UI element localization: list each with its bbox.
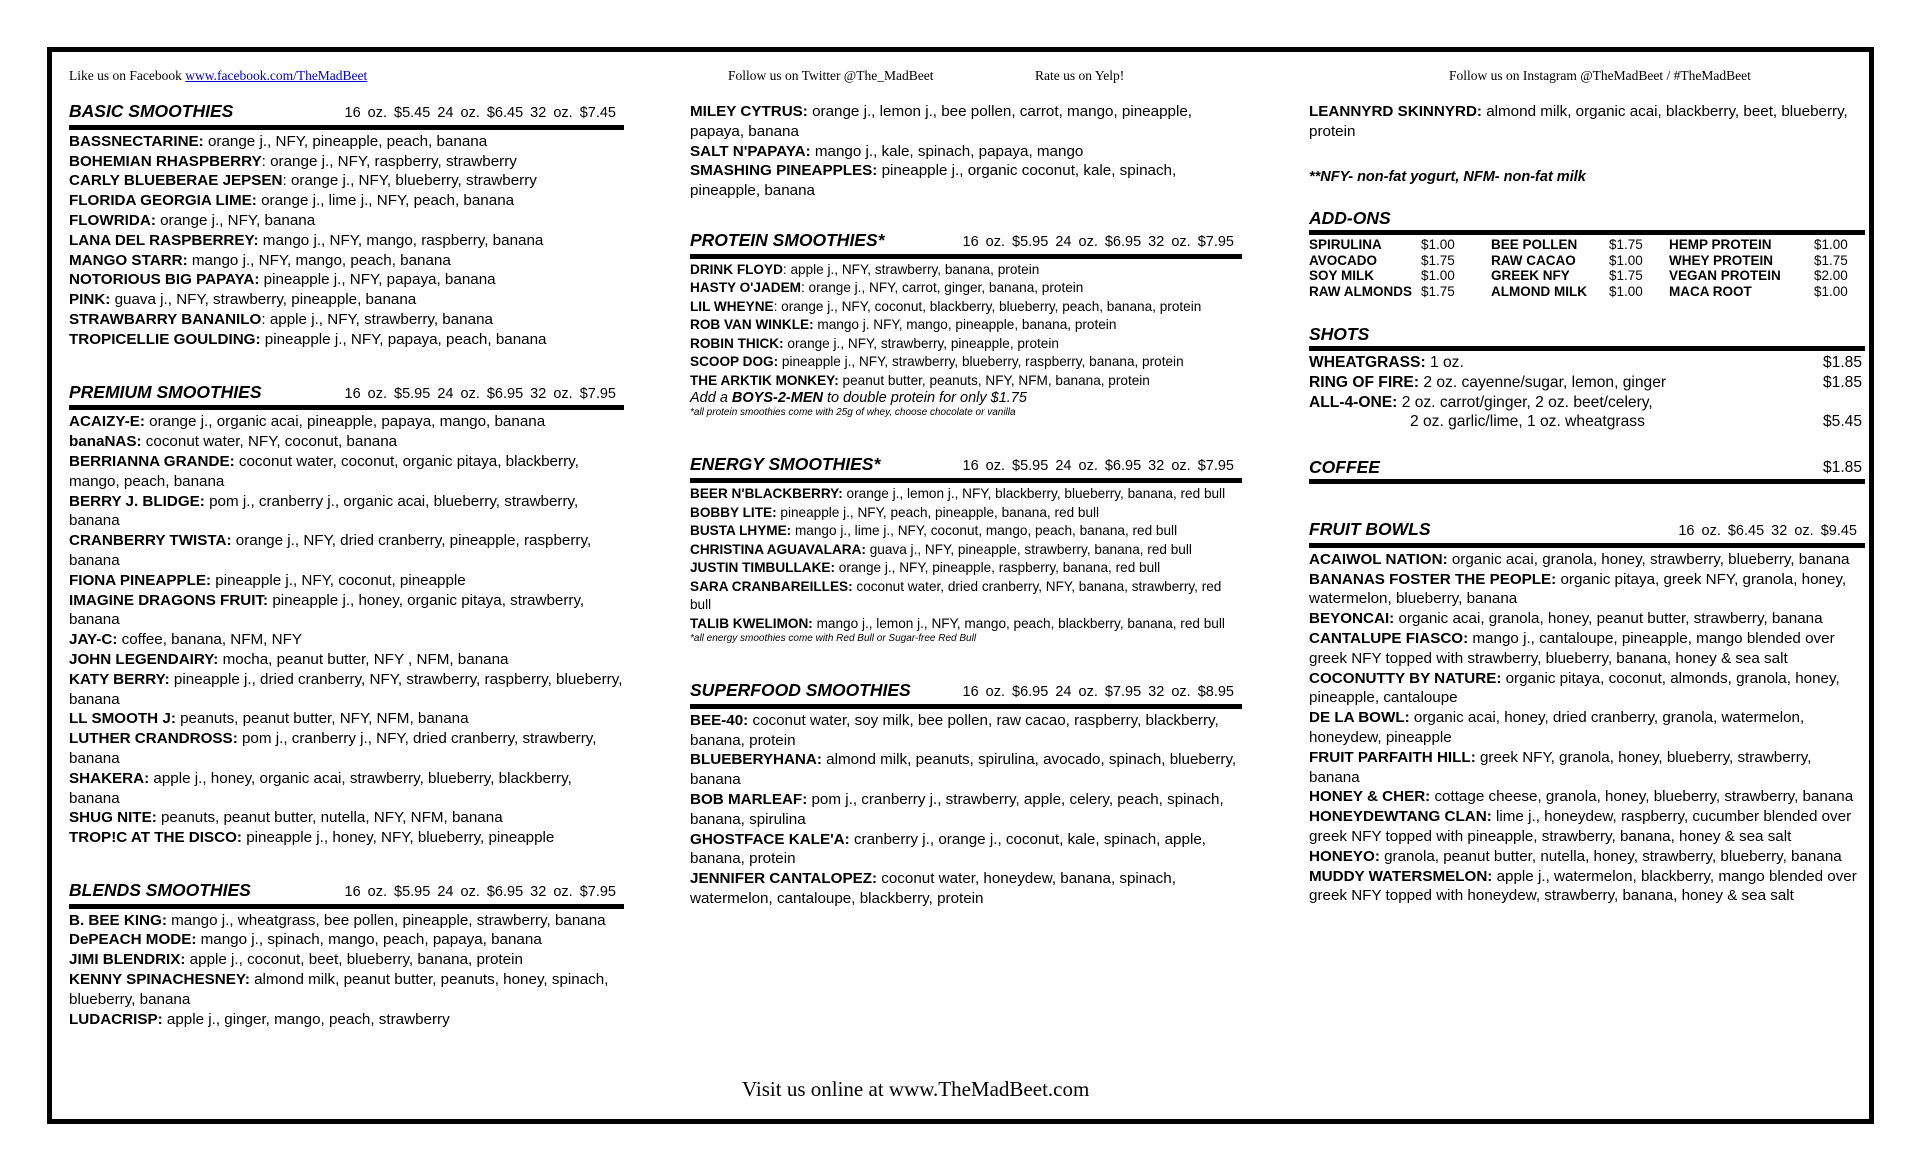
item-name: LUTHER CRANDROSS:	[69, 730, 238, 748]
item-ingredients: apple j., watermelon, blackberry, mango blended over greek NFY topped with honeydew, strawberry, banana, honey & sea salt	[1309, 867, 1857, 905]
item-ingredients: coconut water, soy milk, bee pollen, raw cacao, raspberry, blackberry, banana, protein	[690, 711, 1219, 749]
item-ingredients: pineapple j., NFY, papaya, banana	[259, 271, 496, 289]
facebook-link[interactable]: www.facebook.com/TheMadBeet	[185, 68, 368, 83]
item-ingredients: orange j., lemon j., NFY, blackberry, blueberry, banana, red bull	[842, 486, 1226, 502]
menu-item	[690, 335, 1242, 354]
facebook-line	[69, 68, 367, 84]
item-name: LL SMOOTH J:	[69, 710, 176, 728]
item-name: SCOOP DOG:	[690, 354, 779, 370]
section-title: ENERGY SMOOTHIES*	[690, 454, 881, 475]
item-name: DePEACH MODE:	[69, 931, 197, 949]
protein-fine-print: *all protein smoothies come with 25g of whey, choose chocolate or vanilla	[690, 407, 1016, 419]
item-name: BOB MARLEAF:	[690, 791, 808, 809]
item-name: JUSTIN TIMBULLAKE:	[690, 560, 835, 576]
add-on-price: $1.75	[1609, 268, 1643, 284]
menu-item	[690, 615, 1242, 634]
item-ingredients: mocha, peanut butter, NFY , NFM, banana	[218, 650, 509, 668]
item-ingredients: orange j., NFY, banana	[155, 211, 316, 229]
item-ingredients: almond milk, peanut butter, peanuts, honey, spinach, blueberry, banana	[69, 971, 609, 1008]
item-ingredients: pineapple j., NFY, peach, pineapple, banana, red bull	[776, 504, 1100, 520]
menu-item	[690, 830, 1242, 870]
item-name: BEER N'BLACKBERRY:	[690, 486, 843, 502]
menu-item	[69, 950, 624, 970]
menu-item	[690, 142, 1242, 162]
item-ingredients: mango j., kale, spinach, papaya, mango	[810, 142, 1084, 160]
fruit-bowls-section	[1309, 520, 1865, 906]
add-on-name: GREEK NFY	[1491, 268, 1570, 284]
add-on-price: $1.00	[1609, 283, 1643, 299]
column-right	[1309, 102, 1865, 906]
section-title: ADD-ONS	[1309, 208, 1391, 229]
item-name: FLOWRIDA:	[69, 211, 156, 229]
menu-item	[690, 869, 1242, 909]
item-ingredients: pineapple j., organic coconut, kale, spinach, pineapple, banana	[690, 162, 1177, 200]
item-ingredients: cottage cheese, granola, honey, blueberry, strawberry, banana	[1430, 788, 1854, 806]
menu-item	[69, 808, 624, 828]
item-ingredients: peanut butter, peanuts, NFY, NFM, banana, protein	[838, 372, 1150, 388]
item-name: SMASHING PINEAPPLES:	[690, 162, 878, 180]
item-name: BANANAS FOSTER THE PEOPLE:	[1309, 570, 1557, 588]
menu-item: LEANNYRD SKINNYRD: almond milk, organic acai, blackberry, beet, blueberry, protein	[1309, 103, 1848, 140]
add-on-name: HEMP PROTEIN	[1669, 237, 1772, 253]
item-ingredients: mango j., lime j., NFY, coconut, mango, peach, banana, red bull	[791, 523, 1178, 539]
item-ingredients: granola, peanut butter, nutella, honey, strawberry, blueberry, banana	[1379, 847, 1842, 865]
item-name: NOTORIOUS BIG PAPAYA:	[69, 271, 260, 289]
menu-item	[69, 709, 624, 729]
item-ingredients: coconut water, dried cranberry, NFY, banana, strawberry, red bull	[690, 578, 1222, 613]
item-ingredients: orange j., lime j., NFY, peach, banana	[256, 192, 515, 210]
menu-item	[69, 571, 624, 591]
section-prices: 16 oz. $5.95 24 oz. $6.95 32 oz. $7.95	[344, 385, 616, 402]
menu-item	[1309, 669, 1865, 709]
menu-item	[1309, 847, 1865, 867]
item-ingredients: coconut water, coconut, organic pitaya, blackberry, mango, peach, banana	[69, 452, 579, 490]
menu-item	[1309, 748, 1865, 788]
add-on-name: MACA ROOT	[1669, 283, 1752, 299]
add-on-name: WHEY PROTEIN	[1669, 252, 1774, 268]
menu-item	[1309, 570, 1865, 610]
item-name: CARLY BLUEBERAE JEPSEN	[69, 172, 283, 190]
item-name: banaNAS:	[69, 433, 142, 451]
menu-item	[69, 310, 624, 330]
twitter-label: Follow us on Twitter @The_MadBeet	[728, 68, 934, 83]
item-name: CRANBERRY TWISTA:	[69, 532, 232, 550]
add-on-price: $1.75	[1421, 283, 1455, 299]
menu-item	[1309, 807, 1865, 847]
add-on-price: $1.75	[1609, 237, 1643, 253]
item-name: COCONUTTY BY NATURE:	[1309, 669, 1502, 687]
item-name: MANGO STARR:	[69, 251, 188, 269]
item-name: ACAIZY-E:	[69, 413, 145, 431]
menu-item	[690, 161, 1242, 201]
item-name: CHRISTINA AGUAVALARA:	[690, 541, 866, 557]
item-name: ACAIWOL NATION:	[1309, 550, 1448, 568]
item-name: FLORIDA GEORGIA LIME:	[69, 192, 257, 210]
menu-item	[1309, 609, 1865, 629]
item-ingredients: coconut water, NFY, coconut, banana	[141, 433, 398, 451]
menu-item	[69, 412, 624, 432]
item-name: BERRIANNA GRANDE:	[69, 452, 235, 470]
item-ingredients: organic acai, granola, honey, peanut butter, strawberry, banana	[1394, 610, 1823, 628]
item-name: TALIB KWELIMON:	[690, 615, 813, 631]
item-name: THE ARKTIK MONKEY:	[690, 372, 839, 388]
item-ingredients: : orange j., NFY, carrot, ginger, banana, protein	[801, 280, 1084, 296]
menu-item	[69, 911, 624, 931]
footer-website: Visit us online at www.TheMadBeet.com	[742, 1077, 1090, 1101]
menu-item	[69, 670, 624, 710]
item-name: BASSNECTARINE:	[69, 132, 204, 150]
item-name: JAY-C:	[69, 631, 118, 649]
section-prices: 16 oz. $5.95 24 oz. $6.95 32 oz. $7.95	[962, 233, 1234, 250]
item-name: ROBIN THICK:	[690, 335, 784, 351]
item-name: SHAKERA:	[69, 769, 150, 787]
item-ingredients: : orange j., NFY, coconut, blackberry, blueberry, peach, banana, protein	[773, 298, 1202, 314]
item-ingredients: lime j., honeydew, raspberry, cucumber blended over greek NFY topped with pineapple, strawberry, banana, honey & sea salt	[1309, 808, 1852, 845]
item-ingredients: coconut water, honeydew, banana, spinach, watermelon, cantaloupe, blackberry, protein	[690, 870, 1176, 908]
menu-item	[690, 750, 1242, 790]
menu-item	[69, 432, 624, 452]
menu-item	[69, 231, 624, 251]
section-header	[1309, 209, 1865, 235]
item-ingredients: mango j., spinach, mango, peach, papaya, banana	[196, 931, 542, 949]
menu-item	[69, 1010, 624, 1030]
item-name: TROPICELLIE GOULDING:	[69, 330, 261, 348]
menu-item	[690, 485, 1242, 504]
menu-item	[690, 790, 1242, 830]
add-on-name: AVOCADO	[1309, 252, 1378, 268]
menu-item	[1309, 867, 1865, 907]
menu-item	[69, 152, 624, 172]
menu-item	[69, 828, 624, 848]
facebook-label: Like us on Facebook	[69, 68, 186, 83]
item-name: B. BEE KING:	[69, 911, 167, 929]
menu-item	[1309, 708, 1865, 748]
item-ingredients: apple j., ginger, mango, peach, strawberry	[162, 1010, 450, 1028]
menu-item	[69, 591, 624, 631]
menu-item	[690, 372, 1242, 391]
item-ingredients: orange j., lemon j., bee pollen, carrot, mango, pineapple, papaya, banana	[690, 103, 1193, 140]
column-left	[69, 102, 624, 1029]
add-on-name: RAW ALMONDS	[1309, 283, 1412, 299]
menu-item	[69, 769, 624, 809]
menu-item	[69, 191, 624, 211]
section-title: FRUIT BOWLS	[1309, 518, 1431, 539]
add-on-price: $1.00	[1609, 252, 1643, 268]
item-ingredients: coffee, banana, NFM, NFY	[117, 631, 302, 649]
menu-item	[1309, 629, 1865, 669]
item-ingredients: orange j., NFY, pineapple, peach, banana	[203, 132, 488, 150]
item-ingredients: mango j., wheatgrass, bee pollen, pineapple, strawberry, banana	[166, 911, 606, 929]
menu-item	[69, 650, 624, 670]
add-on-name: SOY MILK	[1309, 268, 1375, 284]
menu-item	[69, 211, 624, 231]
item-name: HASTY O'JADEM	[690, 280, 801, 296]
shot-item: ALL-4-ONE: 2 oz. carrot/ginger, 2 oz. beet/celery,	[1309, 393, 1653, 411]
item-name: CANTALUPE FIASCO:	[1309, 629, 1469, 647]
add-on-name: VEGAN PROTEIN	[1669, 268, 1781, 284]
item-ingredients: organic pitaya, coconut, almonds, granola, honey, pineapple, cantaloupe	[1309, 669, 1840, 707]
item-name: SHUG NITE:	[69, 809, 157, 827]
item-name: IMAGINE DRAGONS FRUIT:	[69, 591, 269, 609]
item-name: TROP!C AT THE DISCO:	[69, 829, 242, 847]
menu-item	[69, 729, 624, 769]
item-name: JOHN LEGENDAIRY:	[69, 650, 219, 668]
item-name: JIMI BLENDRIX:	[69, 951, 186, 969]
add-on-name: ALMOND MILK	[1491, 283, 1587, 299]
section-prices: 16 oz. $5.45 24 oz. $6.45 32 oz. $7.45	[344, 105, 616, 121]
section-title: BASIC SMOOTHIES	[69, 101, 234, 121]
item-ingredients: peanuts, peanut butter, nutella, NFY, NFM, banana	[156, 809, 503, 827]
menu-item	[690, 353, 1242, 372]
item-name: KATY BERRY:	[69, 670, 170, 688]
item-ingredients: pineapple j., NFY, coconut, pineapple	[211, 571, 466, 589]
item-ingredients: apple j., coconut, beet, blueberry, banana, protein	[185, 951, 523, 969]
menu-item	[69, 171, 624, 191]
shot-item: RING OF FIRE: 2 oz. cayenne/sugar, lemon, ginger $1.85	[1309, 373, 1862, 391]
item-ingredients: pom j., cranberry j., organic acai, blueberry, strawberry, banana	[69, 492, 579, 530]
item-ingredients: pineapple j., NFY, strawberry, blueberry, raspberry, banana, protein	[778, 354, 1184, 370]
menu-item	[690, 261, 1242, 280]
menu-item	[69, 290, 624, 310]
item-ingredients: orange j., NFY, pineapple, raspberry, banana, red bull	[835, 560, 1161, 576]
item-ingredients: mango j., lemon j., NFY, mango, peach, blackberry, banana, red bull	[812, 615, 1225, 631]
blends-continued-section	[690, 102, 1242, 201]
item-name: GHOSTFACE KALE'A:	[690, 830, 850, 848]
item-ingredients: mango j. NFY, mango, pineapple, banana, protein	[813, 317, 1117, 333]
item-name: ROB VAN WINKLE:	[690, 317, 814, 333]
item-name: DRINK FLOYD	[690, 261, 783, 277]
coffee-title: COFFEE	[1309, 457, 1380, 478]
yelp-label: Rate us on Yelp!	[1035, 68, 1125, 83]
item-ingredients: pom j., cranberry j., strawberry, apple, celery, peach, spinach, banana, spirulina	[690, 791, 1224, 828]
menu-item	[69, 930, 624, 950]
section-prices: 16 oz. $6.45 32 oz. $9.45	[1678, 522, 1857, 539]
item-name: SARA CRANBAREILLES:	[690, 578, 853, 594]
item-name: STRAWBARRY BANANILO	[69, 310, 262, 328]
item-ingredients: guava j., NFY, pineapple, strawberry, banana, red bull	[865, 541, 1192, 557]
menu-item	[690, 541, 1242, 560]
item-ingredients: orange j., NFY, strawberry, pineapple, protein	[783, 335, 1059, 351]
menu-item	[69, 452, 624, 492]
menu-item	[69, 270, 624, 290]
item-name: KENNY SPINACHESNEY:	[69, 971, 250, 989]
shot-item-continued: 2 oz. garlic/lime, 1 oz. wheatgrass $5.45	[1410, 413, 1862, 431]
item-ingredients: apple j., honey, organic acai, strawberry, blueberry, blackberry, banana	[69, 769, 572, 807]
section-title: SUPERFOOD SMOOTHIES	[690, 680, 911, 701]
section-title: PROTEIN SMOOTHIES*	[690, 229, 885, 250]
item-name: DE LA BOWL:	[1309, 709, 1410, 727]
item-name: BOBBY LITE:	[690, 504, 777, 520]
add-on-price: $1.00	[1421, 237, 1455, 253]
menu-item	[69, 970, 624, 1010]
item-name: HONEY & CHER:	[1309, 788, 1431, 806]
item-ingredients: organic pitaya, greek NFY, granola, honey, watermelon, blueberry, banana	[1309, 570, 1847, 608]
item-name: LANA DEL RASPBERREY:	[69, 231, 259, 249]
menu-item	[690, 711, 1242, 751]
add-on-price: $1.00	[1421, 268, 1455, 284]
menu-item	[69, 492, 624, 532]
section-header	[69, 102, 624, 130]
add-on-price: $1.75	[1421, 252, 1455, 268]
item-ingredients: mango j., cantaloupe, pineapple, mango blended over greek NFY topped with strawberry, blueberry, banana, honey & sea salt	[1309, 629, 1835, 667]
coffee-section	[1309, 458, 1865, 484]
item-name: BOHEMIAN RHASPBERRY	[69, 152, 262, 170]
menu-item	[69, 330, 624, 350]
item-name: BLUEBERYHANA:	[690, 751, 822, 769]
menu-item	[1309, 787, 1865, 807]
menu-item	[69, 630, 624, 650]
protein-smoothies-section	[690, 231, 1242, 419]
column-middle	[690, 102, 1242, 909]
menu-item	[690, 559, 1242, 578]
item-name: SALT N'PAPAYA:	[690, 142, 811, 160]
item-name: FRUIT PARFAITH HILL:	[1309, 748, 1476, 766]
shots-section	[1309, 325, 1865, 432]
menu-item	[690, 578, 1242, 615]
add-ons-section	[1309, 209, 1865, 299]
premium-smoothies-section	[69, 383, 624, 848]
item-name: HONEYO:	[1309, 847, 1380, 865]
item-ingredients: organic acai, granola, honey, strawberry, blueberry, banana	[1447, 550, 1850, 568]
section-header	[690, 681, 1242, 709]
item-name: BUSTA LHYME:	[690, 523, 792, 539]
energy-fine-print: *all energy smoothies come with Red Bull or Sugar-free Red Bull	[690, 633, 977, 645]
item-ingredients: pineapple j., honey, NFY, blueberry, pineapple	[241, 829, 555, 847]
section-prices: 16 oz. $6.95 24 oz. $7.95 32 oz. $8.95	[962, 684, 1234, 701]
section-prices: 16 oz. $5.95 24 oz. $6.95 32 oz. $7.95	[962, 458, 1234, 475]
coffee-price: $1.85	[1822, 459, 1862, 477]
item-ingredients: pom j., cranberry j., NFY, dried cranberry, strawberry, banana	[69, 730, 597, 767]
item-ingredients: mango j., NFY, mango, raspberry, banana	[258, 231, 544, 249]
section-title: PREMIUM SMOOTHIES	[69, 381, 262, 402]
item-name: HONEYDEWTANG CLAN:	[1309, 808, 1492, 826]
section-header	[690, 231, 1242, 259]
menu-item	[69, 531, 624, 571]
item-name: LIL WHEYNE	[690, 298, 774, 314]
item-ingredients: guava j., NFY, strawberry, pineapple, banana	[110, 291, 417, 309]
add-ons-grid	[1309, 237, 1865, 299]
item-ingredients: organic acai, honey, dried cranberry, granola, watermelon, honeydew, pineapple	[1309, 709, 1805, 746]
item-ingredients: : apple j., NFY, strawberry, banana	[261, 310, 493, 328]
item-ingredients: cranberry j., orange j., coconut, kale, spinach, apple, banana, protein	[690, 830, 1206, 868]
item-ingredients: greek NFY, granola, honey, blueberry, strawberry, banana	[1309, 748, 1812, 786]
add-on-name: BEE POLLEN	[1491, 237, 1578, 253]
item-ingredients: : orange j., NFY, raspberry, strawberry	[261, 152, 517, 170]
item-name: FIONA PINEAPPLE:	[69, 571, 212, 589]
abbreviation-legend: **NFY- non-fat yogurt, NFM- non-fat milk	[1309, 168, 1586, 185]
basic-smoothies-section	[69, 102, 624, 350]
blends-smoothies-section	[69, 881, 624, 1030]
item-name: JENNIFER CANTALOPEZ:	[690, 870, 878, 888]
instagram-label: Follow us on Instagram @TheMadBeet / #TheMadBeet	[1449, 68, 1751, 83]
item-ingredients: pineapple j., dried cranberry, NFY, strawberry, raspberry, blueberry, banana	[69, 670, 623, 708]
add-on-price: $1.00	[1814, 237, 1848, 253]
menu-item	[690, 504, 1242, 523]
section-title: SHOTS	[1309, 324, 1370, 345]
superfood-smoothies-section	[690, 681, 1242, 909]
energy-smoothies-section	[690, 455, 1242, 645]
menu-item	[690, 298, 1242, 317]
item-name: BEYONCAI:	[1309, 610, 1395, 628]
section-title: BLENDS SMOOTHIES	[69, 879, 251, 900]
add-on-price: $1.75	[1814, 252, 1848, 268]
item-name: BEE-40:	[690, 711, 749, 729]
item-ingredients: peanuts, peanut butter, NFY, NFM, banana	[175, 710, 469, 728]
item-ingredients: pineapple j., NFY, papaya, peach, banana	[260, 330, 547, 348]
item-name: LUDACRISP:	[69, 1010, 163, 1028]
menu-item	[69, 251, 624, 271]
menu-item	[1309, 550, 1865, 570]
double-protein-note: Add a BOYS-2-MEN to double protein for only $1.75	[690, 390, 1027, 407]
shot-item: WHEATGRASS: 1 oz. $1.85	[1309, 353, 1862, 371]
section-header	[690, 455, 1242, 483]
add-on-name: SPIRULINA	[1309, 237, 1382, 253]
item-name: BERRY J. BLIDGE:	[69, 492, 205, 510]
item-name: PINK:	[69, 291, 111, 309]
add-on-name: RAW CACAO	[1491, 252, 1576, 268]
menu-item	[690, 102, 1242, 142]
item-ingredients: : apple j., NFY, strawberry, banana, protein	[782, 261, 1040, 277]
menu-item	[690, 279, 1242, 298]
section-header	[69, 383, 624, 411]
menu-item	[690, 316, 1242, 335]
item-name: MUDDY WATERSMELON:	[1309, 867, 1493, 885]
menu-item	[69, 132, 624, 152]
add-on-price: $1.00	[1814, 283, 1848, 299]
item-ingredients: : orange j., NFY, blueberry, strawberry	[282, 172, 537, 190]
section-header	[1309, 520, 1865, 548]
item-ingredients: mango j., NFY, mango, peach, banana	[187, 251, 451, 269]
section-header	[1309, 325, 1865, 351]
add-on-price: $2.00	[1814, 268, 1848, 284]
item-ingredients: orange j., NFY, dried cranberry, pineapple, raspberry, banana	[69, 532, 592, 569]
section-prices: 16 oz. $5.95 24 oz. $6.95 32 oz. $7.95	[344, 883, 616, 900]
item-ingredients: almond milk, peanuts, spirulina, avocado, spinach, blueberry, banana	[690, 751, 1237, 789]
item-ingredients: pineapple j., honey, organic pitaya, strawberry, banana	[69, 591, 585, 629]
section-header	[69, 881, 624, 909]
item-ingredients: orange j., organic acai, pineapple, papaya, mango, banana	[144, 413, 546, 431]
menu-item	[690, 522, 1242, 541]
item-name: MILEY CYTRUS:	[690, 103, 808, 120]
